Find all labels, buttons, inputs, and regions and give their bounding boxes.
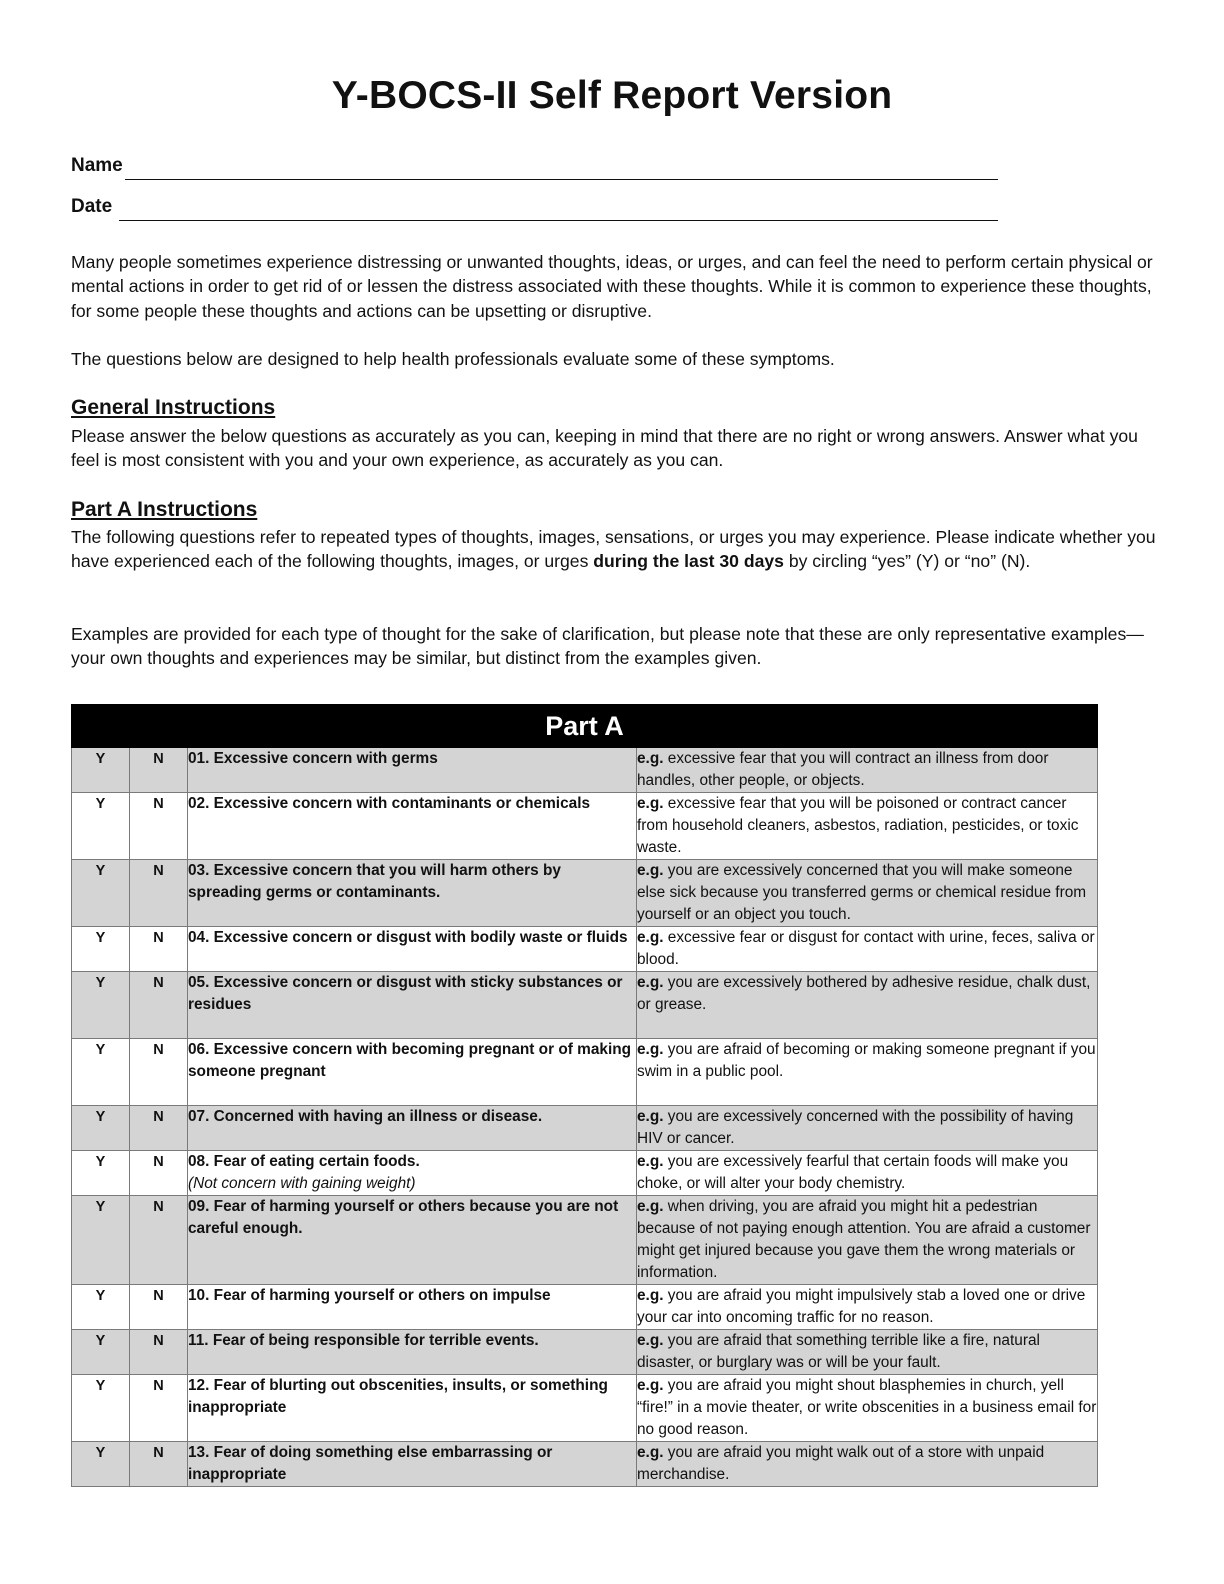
example-text: you are afraid you might walk out of a store with unpaid merchandise. [637, 1444, 1045, 1483]
question-cell [188, 1330, 637, 1375]
table-row [72, 927, 1098, 972]
yes-option[interactable]: Y [72, 1285, 130, 1330]
yes-option[interactable]: Y [72, 860, 130, 927]
question-text: 05. Excessive concern or disgust with sticky substances or residues [188, 974, 623, 1013]
yes-option[interactable]: Y [72, 748, 130, 793]
question-text: 11. Fear of being responsible for terrible events. [188, 1332, 539, 1349]
table-row [72, 972, 1098, 1039]
question-cell [188, 1196, 637, 1285]
no-option[interactable]: N [130, 1196, 188, 1285]
no-option[interactable]: N [130, 860, 188, 927]
no-option[interactable]: N [130, 1285, 188, 1330]
yes-option[interactable]: Y [72, 1375, 130, 1442]
no-option[interactable]: N [130, 793, 188, 860]
time-window-emphasis: during the last 30 days [593, 551, 784, 572]
table-row [72, 1375, 1098, 1442]
part-a-table [71, 704, 1098, 1487]
yes-option[interactable]: Y [72, 1039, 130, 1106]
table-row [72, 860, 1098, 927]
eg-label: e.g. [637, 1332, 664, 1349]
eg-label: e.g. [637, 750, 664, 767]
question-text: 10. Fear of harming yourself or others on impulse [188, 1287, 551, 1304]
no-option[interactable]: N [130, 1442, 188, 1487]
example-text: you are excessively concerned that you will make someone else sick because you transferred germs or chemical residue from yourself or an object you touch. [637, 862, 1087, 923]
example-text: you are afraid you might shout blasphemies in church, yell “fire!” in a movie theater, or write obscenities in a business email for no good reason. [637, 1377, 1097, 1438]
general-instructions-text: Please answer the below questions as accurately as you can, keeping in mind that there are no right or wrong answers. Answer what you feel is most consistent with you and your own experience, as accurately as you can. [71, 426, 1138, 471]
part-a-header: Part A [72, 705, 1098, 748]
part-a-instructions-tail: by circling “yes” (Y) or “no” (N). [783, 551, 1031, 572]
question-text: 09. Fear of harming yourself or others because you are not careful enough. [188, 1198, 619, 1237]
date-input-line[interactable] [119, 220, 998, 221]
example-text: you are excessively bothered by adhesive residue, chalk dust, or grease. [637, 974, 1091, 1013]
no-option[interactable]: N [130, 972, 188, 1039]
part-a-instructions-text [71, 525, 1156, 574]
eg-label: e.g. [637, 1041, 664, 1058]
question-cell [188, 748, 637, 793]
question-text: 06. Excessive concern with becoming pregnant or of making someone pregnant [188, 1041, 632, 1080]
no-option[interactable]: N [130, 1039, 188, 1106]
question-cell [188, 1039, 637, 1106]
table-row [72, 1285, 1098, 1330]
example-cell [637, 927, 1098, 972]
no-option[interactable]: N [130, 748, 188, 793]
table-row [72, 1330, 1098, 1375]
no-option[interactable]: N [130, 1106, 188, 1151]
question-text: 13. Fear of doing something else embarrassing or inappropriate [188, 1444, 553, 1483]
table-row [72, 748, 1098, 793]
example-cell [637, 1196, 1098, 1285]
eg-label: e.g. [637, 1153, 664, 1170]
yes-option[interactable]: Y [72, 1330, 130, 1375]
yes-option[interactable]: Y [72, 1196, 130, 1285]
table-row [72, 793, 1098, 860]
example-cell [637, 1285, 1098, 1330]
example-text: you are afraid that something terrible like a fire, natural disaster, or burglary was or will be your fault. [637, 1332, 1040, 1371]
no-option[interactable]: N [130, 1375, 188, 1442]
example-cell [637, 1330, 1098, 1375]
date-field[interactable] [71, 196, 112, 218]
question-cell [188, 927, 637, 972]
no-option[interactable]: N [130, 927, 188, 972]
yes-option[interactable]: Y [72, 1151, 130, 1196]
example-text: excessive fear or disgust for contact with urine, feces, saliva or blood. [637, 929, 1095, 968]
question-text: 01. Excessive concern with germs [188, 750, 438, 767]
intro-paragraph: Many people sometimes experience distressing or unwanted thoughts, ideas, or urges, and can feel the need to perform certain physical or mental actions in order to get rid of or lessen the distress associated with these thoughts. While it is common to experience these thoughts, for some people these thoughts and actions can be upsetting or disruptive. [71, 252, 1153, 321]
name-label: Name [71, 155, 123, 176]
eg-label: e.g. [637, 795, 664, 812]
yes-option[interactable]: Y [72, 927, 130, 972]
eg-label: e.g. [637, 1198, 664, 1215]
purpose-paragraph: The questions below are designed to help health professionals evaluate some of these symptoms. [71, 349, 835, 369]
table-row [72, 1442, 1098, 1487]
example-cell [637, 1106, 1098, 1151]
eg-label: e.g. [637, 1444, 664, 1461]
no-option[interactable]: N [130, 1330, 188, 1375]
question-cell [188, 972, 637, 1039]
yes-option[interactable]: Y [72, 972, 130, 1039]
example-text: you are afraid you might impulsively stab a loved one or drive your car into oncoming traffic for no reason. [637, 1287, 1086, 1326]
example-cell [637, 793, 1098, 860]
general-instructions-heading: General Instructions [71, 396, 276, 419]
question-cell [188, 1442, 637, 1487]
example-text: excessive fear that you will be poisoned or contract cancer from household cleaners, asbestos, radiation, pesticides, or toxic waste. [637, 795, 1079, 856]
page-title: Y-BOCS-II Self Report Version [331, 74, 893, 117]
eg-label: e.g. [637, 1377, 664, 1394]
question-text: 08. Fear of eating certain foods. [188, 1153, 420, 1170]
example-text: when driving, you are afraid you might hit a pedestrian because of not paying enough attention. You are afraid a customer might get injured because you gave them the wrong materials or information. [637, 1198, 1091, 1281]
example-text: you are excessively fearful that certain foods will make you choke, or will alter your body chemistry. [637, 1153, 1069, 1192]
examples-note: Examples are provided for each type of thought for the sake of clarification, but please note that these are only representative examples—your own thoughts and experiences may be similar, but distinct from the examples given. [71, 624, 1144, 669]
example-text: excessive fear that you will contract an illness from door handles, other people, or objects. [637, 750, 1049, 789]
yes-option[interactable]: Y [72, 793, 130, 860]
part-a-rows [72, 748, 1098, 1487]
example-text: you are excessively concerned with the possibility of having HIV or cancer. [637, 1108, 1074, 1147]
example-cell [637, 860, 1098, 927]
eg-label: e.g. [637, 1108, 664, 1125]
eg-label: e.g. [637, 974, 664, 991]
table-row [72, 1196, 1098, 1285]
question-text: 04. Excessive concern or disgust with bodily waste or fluids [188, 929, 628, 946]
question-cell [188, 1151, 637, 1196]
example-cell [637, 1375, 1098, 1442]
name-field[interactable] [71, 155, 123, 177]
example-cell [637, 1442, 1098, 1487]
eg-label: e.g. [637, 1287, 664, 1304]
example-cell [637, 1151, 1098, 1196]
eg-label: e.g. [637, 862, 664, 879]
question-cell [188, 860, 637, 927]
question-cell [188, 1285, 637, 1330]
question-note: (Not concern with gaining weight) [188, 1175, 416, 1192]
question-cell [188, 1375, 637, 1442]
yes-option[interactable]: Y [72, 1106, 130, 1151]
question-text: 07. Concerned with having an illness or disease. [188, 1108, 543, 1125]
name-input-line[interactable] [125, 179, 998, 180]
table-row [72, 1106, 1098, 1151]
question-text: 02. Excessive concern with contaminants or chemicals [188, 795, 591, 812]
example-cell [637, 972, 1098, 1039]
table-row [72, 1039, 1098, 1106]
no-option[interactable]: N [130, 1151, 188, 1196]
question-text: 12. Fear of blurting out obscenities, insults, or something inappropriate [188, 1377, 608, 1416]
question-text: 03. Excessive concern that you will harm others by spreading germs or contaminants. [188, 862, 561, 901]
table-row [72, 1151, 1098, 1196]
question-cell [188, 793, 637, 860]
part-a-instructions-heading: Part A Instructions [71, 498, 258, 521]
example-cell [637, 1039, 1098, 1106]
yes-option[interactable]: Y [72, 1442, 130, 1487]
date-label: Date [71, 196, 113, 217]
example-cell [637, 748, 1098, 793]
part-a-instructions-lead: The following questions refer to repeated types of thoughts, images, sensations, or urges you may experience. Please indicate whether you have experienced each of the following thoughts, images, or urges [71, 527, 1156, 572]
eg-label: e.g. [637, 929, 664, 946]
example-text: you are afraid of becoming or making someone pregnant if you swim in a public pool. [637, 1041, 1096, 1080]
question-cell [188, 1106, 637, 1151]
